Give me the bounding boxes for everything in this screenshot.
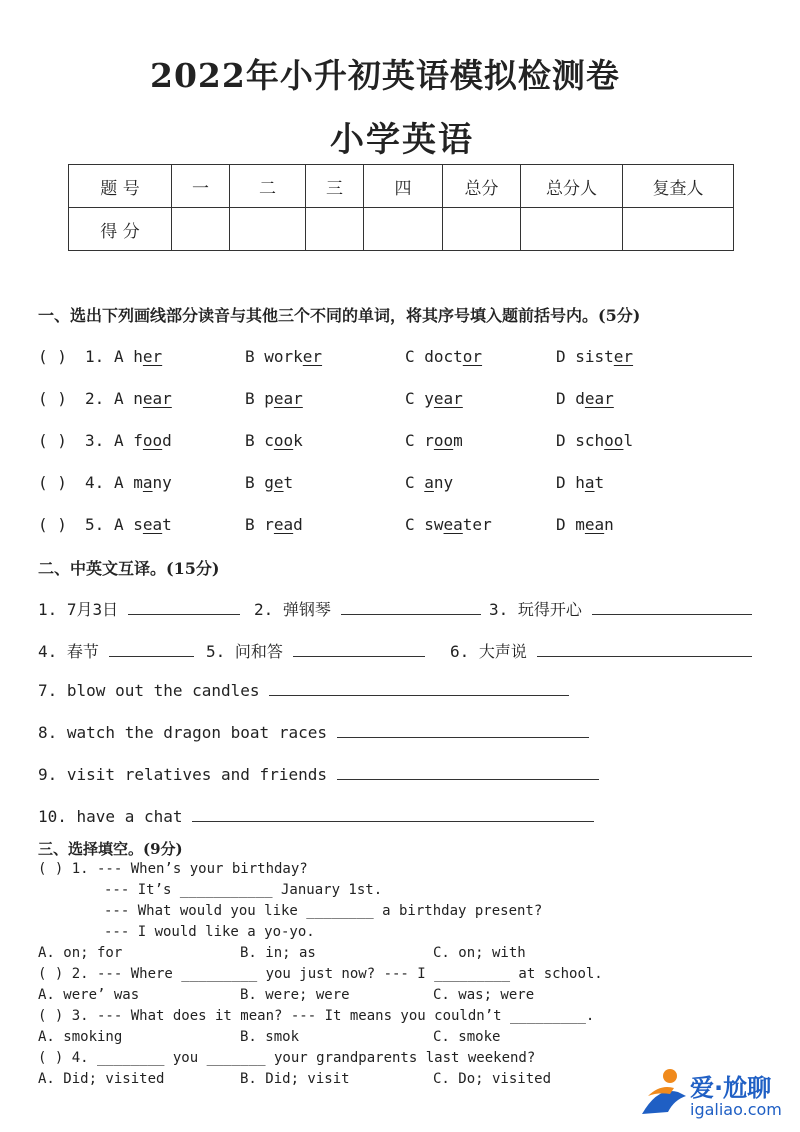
watermark-brand: 爱·尬聊 [690, 1074, 772, 1102]
translation-item: 3. 玩得开心 [489, 597, 752, 620]
underlined-part: oo [273, 431, 294, 450]
word-option: B read [245, 515, 303, 534]
question-number: 5. [85, 515, 105, 534]
underlined-part: ea [584, 515, 605, 534]
answer-blank[interactable] [109, 642, 194, 657]
word-option: D school [556, 431, 634, 450]
underlined-part: e [273, 473, 284, 492]
underlined-part: oo [604, 431, 624, 450]
mc-option[interactable]: A. on; for [38, 945, 123, 961]
word-option: A food [114, 431, 172, 450]
mc-dialog-line: --- It’s ___________ January 1st. [104, 882, 383, 898]
mc-question: ( ) 3. --- What does it mean? --- It means you couldn’t _________. [38, 1008, 595, 1024]
score-table-cell: 复查人 [623, 165, 734, 208]
answer-paren[interactable]: ( ) [38, 389, 67, 408]
word-option: D dear [556, 389, 614, 408]
word-option: D sister [556, 347, 634, 366]
watermark-site: igaliao.com [690, 1100, 782, 1119]
answer-blank[interactable] [592, 600, 752, 615]
word-option: B pear [245, 389, 303, 408]
score-input-cell[interactable] [230, 208, 306, 251]
score-table-cell: 得 分 [69, 208, 172, 251]
score-input-cell[interactable] [521, 208, 623, 251]
answer-paren[interactable]: ( ) [38, 473, 67, 492]
page-title: 2022年小升初英语模拟检测卷 [150, 56, 620, 95]
score-table-cell: 一 [172, 165, 230, 208]
mc-option[interactable]: C. was; were [433, 987, 535, 1003]
mc-option[interactable]: B. Did; visit [240, 1071, 350, 1087]
runner-logo-icon [634, 1066, 694, 1122]
score-input-cell[interactable] [364, 208, 443, 251]
mc-option[interactable]: A. smoking [38, 1029, 123, 1045]
translation-item: 8. watch the dragon boat races [38, 723, 589, 742]
word-option: C year [405, 389, 463, 408]
answer-blank[interactable] [269, 681, 569, 696]
underlined-part: ea [443, 515, 463, 534]
word-option: B cook [245, 431, 303, 450]
score-table-cell: 三 [306, 165, 364, 208]
mc-option[interactable]: B. were; were [240, 987, 350, 1003]
answer-blank[interactable] [192, 807, 594, 822]
underlined-part: a [142, 473, 153, 492]
translation-item: 5. 问和答 [206, 639, 425, 662]
score-table-header-row [69, 165, 734, 208]
underlined-part: ea [142, 515, 163, 534]
score-input-cell[interactable] [306, 208, 364, 251]
word-option: B get [245, 473, 294, 492]
answer-blank[interactable] [128, 600, 240, 615]
underlined-part: a [424, 473, 434, 492]
site-watermark [634, 1062, 794, 1124]
underlined-part: oo [433, 431, 454, 450]
answer-paren[interactable]: ( ) [38, 515, 67, 534]
underlined-part: oo [142, 431, 163, 450]
word-option: D hat [556, 473, 605, 492]
page-subtitle: 小学英语 [330, 120, 474, 160]
underlined-part: er [302, 347, 323, 366]
question-number: 3. [85, 431, 105, 450]
translation-item: 7. blow out the candles [38, 681, 569, 700]
mc-option[interactable]: A. were’ was [38, 987, 140, 1003]
translation-item: 1. 7月3日 [38, 597, 240, 620]
mc-option[interactable]: A. Did; visited [38, 1071, 165, 1087]
question-number: 2. [85, 389, 105, 408]
score-table [68, 164, 734, 251]
score-table-score-row [69, 208, 734, 251]
answer-blank[interactable] [337, 723, 589, 738]
word-option: C sweater [405, 515, 492, 534]
score-input-cell[interactable] [623, 208, 734, 251]
word-option: D mean [556, 515, 614, 534]
answer-paren[interactable]: ( ) [38, 347, 67, 366]
underlined-part: ear [584, 389, 614, 408]
section1-heading: 一、选出下列画线部分读音与其他三个不同的单词，将其序号填入题前括号内。(5分) [38, 306, 641, 325]
mc-question: ( ) 1. --- When’s your birthday? [38, 861, 308, 877]
score-table-cell: 题 号 [69, 165, 172, 208]
score-input-cell[interactable] [443, 208, 521, 251]
underlined-part: ear [142, 389, 172, 408]
translation-item: 6. 大声说 [450, 639, 752, 662]
underlined-part: a [584, 473, 595, 492]
translation-item: 2. 弹钢琴 [254, 597, 481, 620]
score-table-cell: 四 [364, 165, 443, 208]
score-input-cell[interactable] [172, 208, 230, 251]
translation-item: 9. visit relatives and friends [38, 765, 599, 784]
score-table-cell: 总分 [443, 165, 521, 208]
section3-heading: 三、选择填空。(9分) [38, 840, 183, 858]
score-table-cell: 二 [230, 165, 306, 208]
answer-blank[interactable] [341, 600, 481, 615]
mc-option[interactable]: B. in; as [240, 945, 316, 961]
word-option: B worker [245, 347, 323, 366]
translation-item: 4. 春节 [38, 639, 194, 662]
underlined-part: or [462, 347, 483, 366]
mc-option[interactable]: C. smoke [433, 1029, 501, 1045]
answer-paren[interactable]: ( ) [38, 431, 67, 450]
word-option: A her [114, 347, 163, 366]
score-table-cell: 总分人 [521, 165, 623, 208]
underlined-part: ear [273, 389, 303, 408]
mc-question: ( ) 2. --- Where _________ you just now? --- I _________ at school. [38, 966, 603, 982]
underlined-part: ear [433, 389, 463, 408]
mc-option[interactable]: C. Do; visited [433, 1071, 552, 1087]
word-option: A many [114, 473, 172, 492]
question-number: 1. [85, 347, 105, 366]
word-option: A near [114, 389, 172, 408]
answer-blank[interactable] [537, 642, 752, 657]
underlined-part: er [613, 347, 634, 366]
mc-dialog-line: --- I would like a yo-yo. [104, 924, 315, 940]
mc-option[interactable]: B. smok [240, 1029, 300, 1045]
word-option: C room [405, 431, 463, 450]
question-number: 4. [85, 473, 105, 492]
answer-blank[interactable] [293, 642, 425, 657]
section2-heading: 二、中英文互译。(15分) [38, 559, 220, 578]
answer-blank[interactable] [337, 765, 599, 780]
word-option: C any [405, 473, 454, 492]
underlined-part: ea [273, 515, 294, 534]
translation-item: 10. have a chat [38, 807, 594, 826]
mc-option[interactable]: C. on; with [433, 945, 526, 961]
underlined-part: er [142, 347, 163, 366]
mc-question: ( ) 4. ________ you _______ your grandparents last weekend? [38, 1050, 536, 1066]
mc-dialog-line: --- What would you like ________ a birthday present? [104, 903, 543, 919]
word-option: A seat [114, 515, 172, 534]
word-option: C doctor [405, 347, 483, 366]
